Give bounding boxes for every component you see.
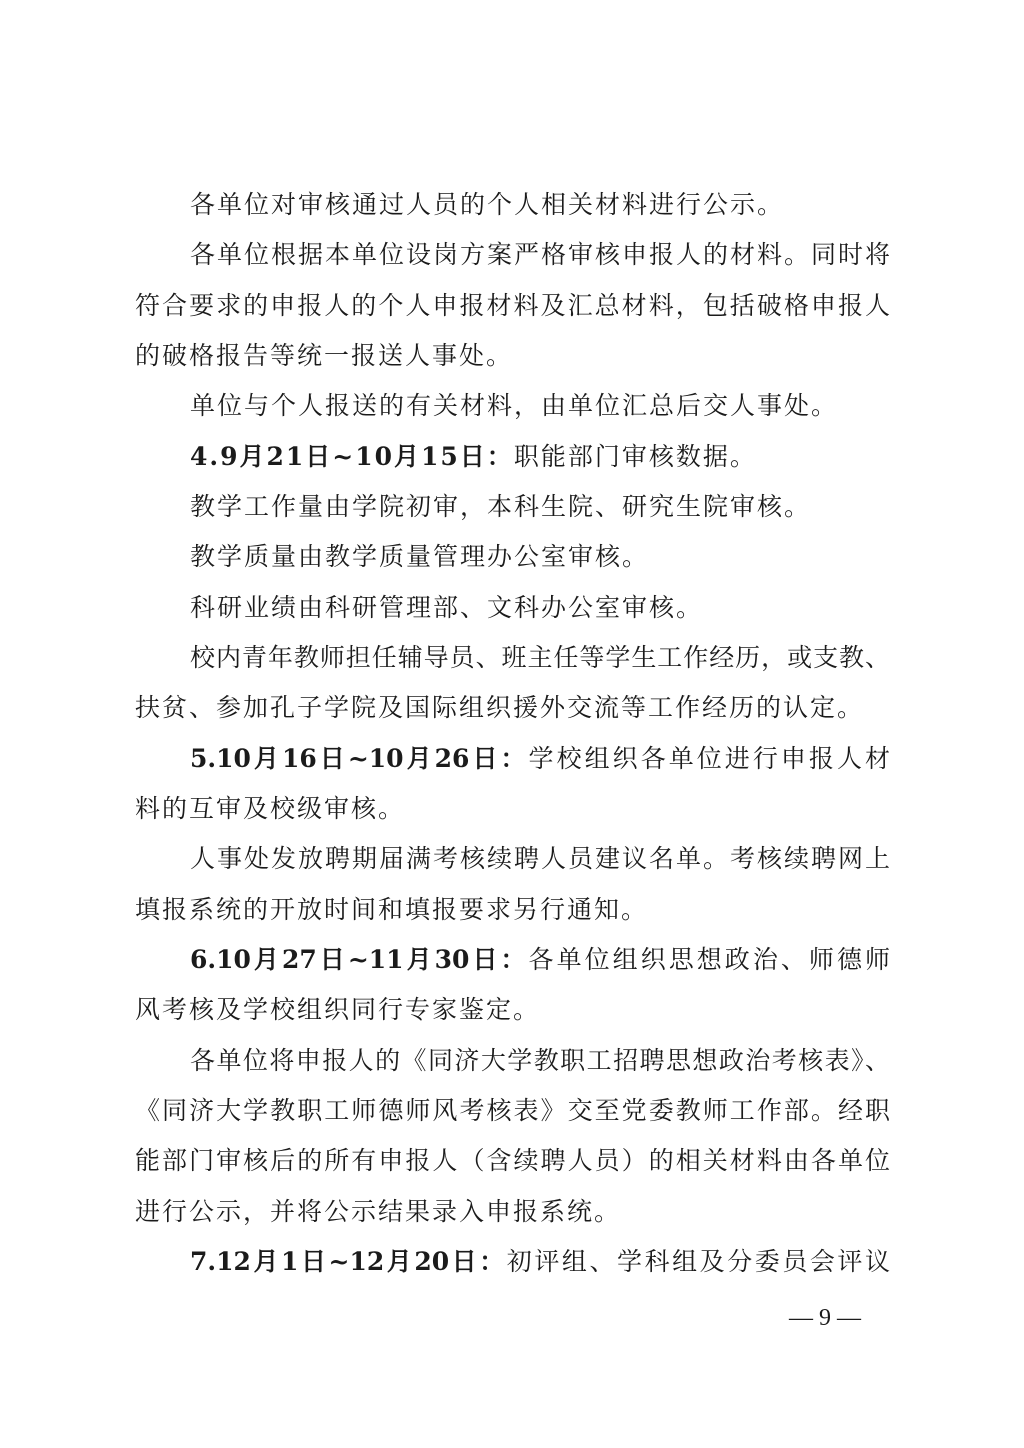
step-heading: 7.12月1日~12月20日： — [190, 1246, 507, 1276]
line-text: 填报系统的开放时间和填报要求另行通知。 — [135, 894, 649, 924]
line-text: 的破格报告等统一报送人事处。 — [135, 340, 514, 370]
line-text: 各单位组织思想政治、师德师 — [528, 944, 890, 974]
text-line — [135, 1136, 890, 1186]
text-line — [135, 985, 890, 1035]
text-line — [135, 281, 890, 331]
line-text: 各单位根据本单位设岗方案严格审核申报人的材料。同时将 — [190, 240, 890, 270]
line-text: 教学工作量由学院初审，本科生院、研究生院审核。 — [190, 491, 812, 521]
line-text: 《同济大学教职工师德师风考核表》交至党委教师工作部。经职 — [135, 1095, 890, 1125]
text-line — [135, 784, 890, 834]
line-text: 教学质量由教学质量管理办公室审核。 — [190, 542, 650, 572]
text-line — [135, 331, 890, 381]
text-line — [135, 1237, 890, 1287]
text-line — [135, 1036, 890, 1086]
text-line — [135, 885, 890, 935]
line-text: 校内青年教师担任辅导员、班主任等学生工作经历，或支教、 — [190, 642, 890, 672]
text-line — [135, 633, 890, 683]
page-number: — 9 — — [789, 1305, 861, 1331]
line-text: 进行公示，并将公示结果录入申报系统。 — [135, 1196, 622, 1226]
line-text: 扶贫、参加孔子学院及国际组织援外交流等工作经历的认定。 — [135, 693, 865, 723]
line-text: 各单位将申报人的《同济大学教职工招聘思想政治考核表》、 — [190, 1045, 890, 1075]
document-body — [135, 180, 890, 1287]
line-text: 能部门审核后的所有申报人（含续聘人员）的相关材料由各单位 — [135, 1146, 890, 1176]
line-text: 各单位对审核通过人员的个人相关材料进行公示。 — [190, 190, 785, 219]
text-line — [135, 230, 890, 280]
text-line — [135, 180, 890, 230]
step-heading: 6.10月27日~11月30日： — [190, 944, 529, 974]
line-text: 科研业绩由科研管理部、文科办公室审核。 — [190, 592, 704, 622]
text-line — [135, 935, 890, 985]
line-text: 单位与个人报送的有关材料，由单位汇总后交人事处。 — [190, 391, 839, 421]
line-text: 风考核及学校组织同行专家鉴定。 — [135, 995, 541, 1025]
text-line — [135, 482, 890, 532]
line-text: 人事处发放聘期届满考核续聘人员建议名单。考核续聘网上 — [190, 844, 890, 874]
step-heading: 4.9月21日~10月15日： — [190, 441, 514, 471]
line-text: 学校组织各单位进行申报人材 — [528, 743, 890, 773]
line-text: 料的互审及校级审核。 — [135, 793, 406, 823]
line-text: 符合要求的申报人的个人申报材料及汇总材料，包括破格申报人 — [135, 290, 890, 320]
line-text: 初评组、学科组及分委员会评议 — [506, 1246, 890, 1276]
text-line — [135, 734, 890, 784]
step-heading: 5.10月16日~10月26日： — [190, 743, 529, 773]
text-line — [135, 683, 890, 733]
text-line — [135, 1187, 890, 1237]
line-text: 职能部门审核数据。 — [513, 441, 757, 471]
text-line — [135, 583, 890, 633]
text-line — [135, 834, 890, 884]
text-line — [135, 381, 890, 431]
text-line — [135, 432, 890, 482]
text-line — [135, 1086, 890, 1136]
text-line — [135, 532, 890, 582]
